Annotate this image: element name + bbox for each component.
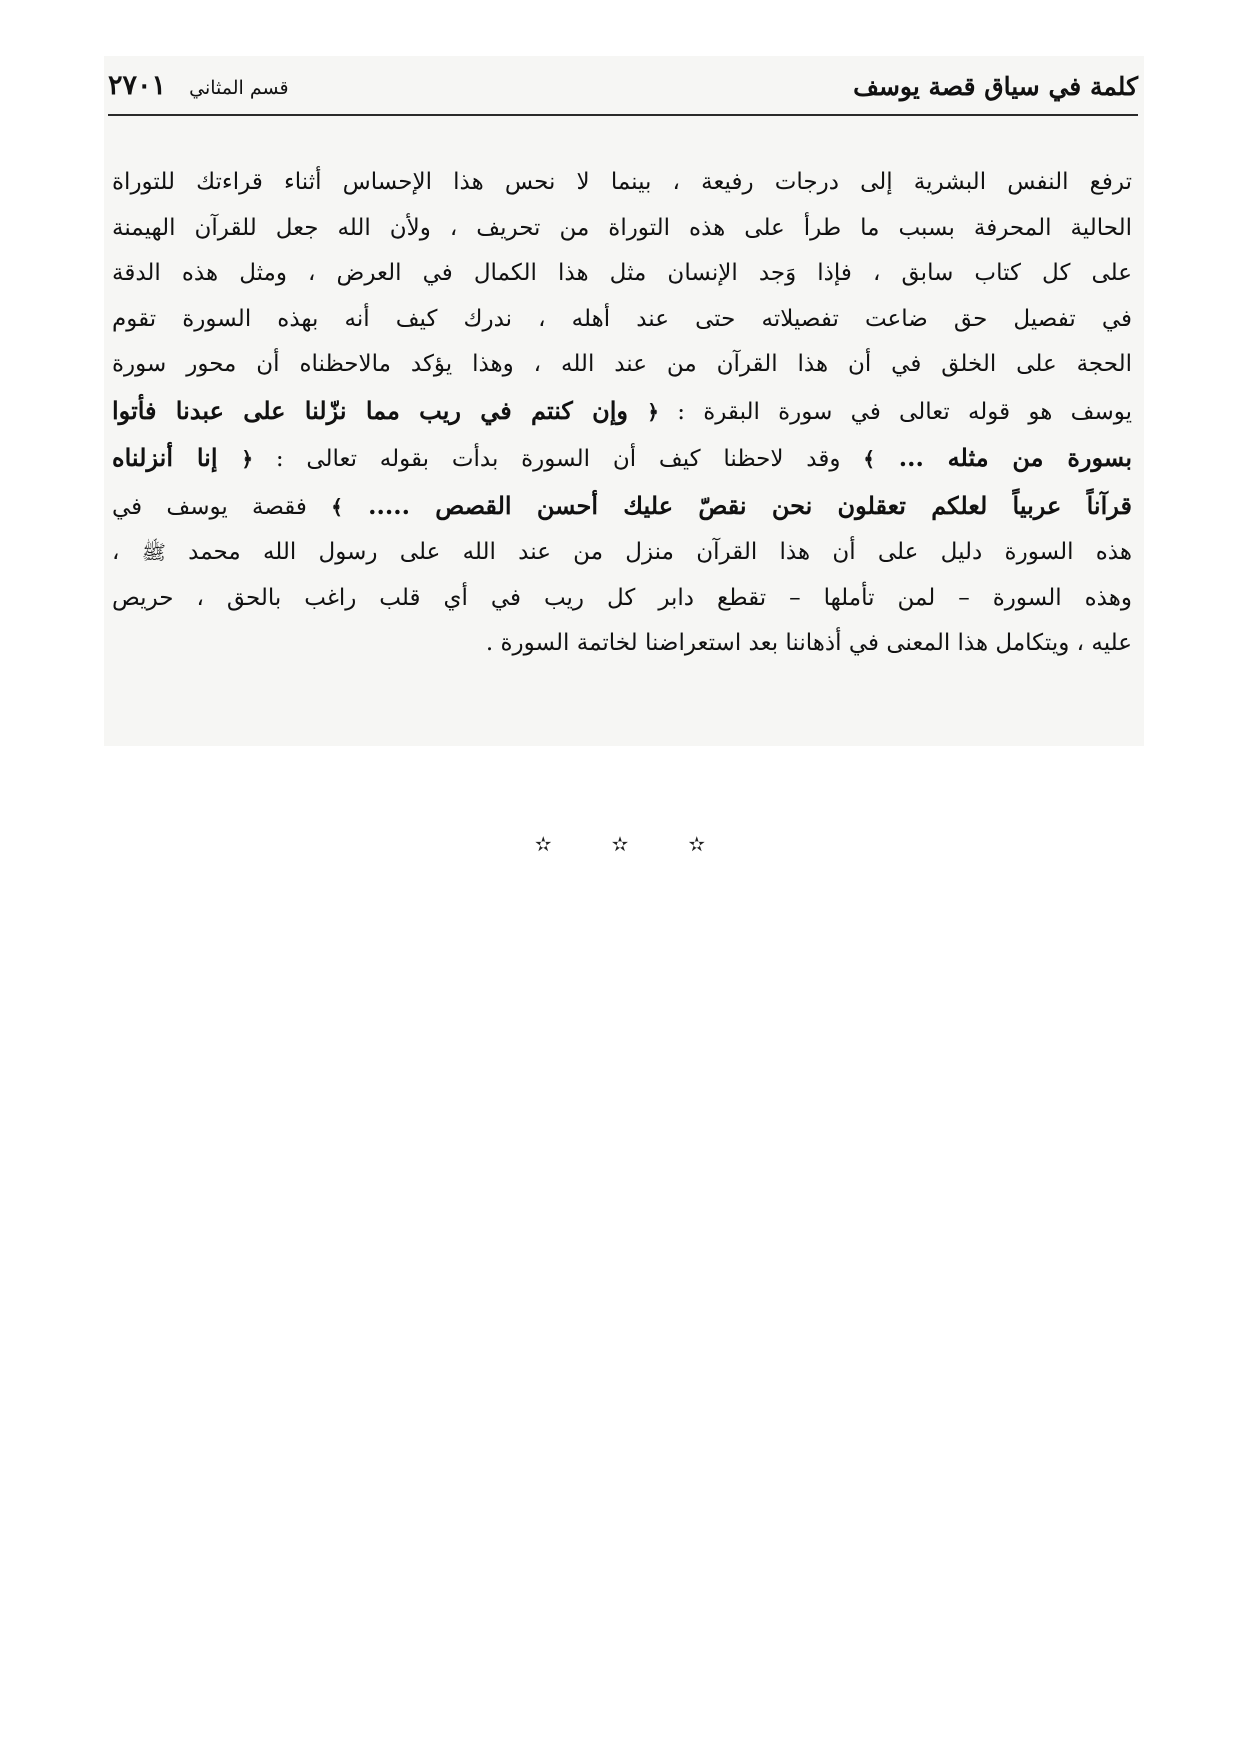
ornate-bracket: ﴾ (331, 494, 343, 519)
quran-quote: بسورة من مثله ... (874, 443, 1132, 472)
ornate-bracket: ﴾ (863, 447, 875, 471)
ornate-bracket: ﴿ (647, 399, 659, 424)
running-title: كلمة في سياق قصة يوسف (853, 72, 1138, 101)
quran-quote: وإن كنتم في ريب مما نزّلنا على عبدنا فأتوا (112, 395, 648, 425)
text-line (112, 206, 1132, 252)
text-run: ، (112, 539, 142, 565)
ornate-bracket: ﴿ (241, 447, 254, 471)
text-run: على كل كتاب سابق ، فإذا وَجد الإنسان مثل هذا الكمال في العرض ، ومثل هذه الدقة (112, 260, 1132, 286)
salawat-symbol: ﷺ (141, 540, 166, 564)
page-number: ٢٧٠١ (108, 70, 167, 101)
quran-quote: إنا أنزلناه (112, 443, 242, 472)
text-run: وهذه السورة – لمن تأملها – تقطع دابر كل ريب في أي قلب راغب بالحق ، حريص (112, 584, 1132, 611)
body-paragraph (112, 160, 1132, 667)
text-run: في تفصيل حق ضاعت تفصيلاته حتى عند أهله ، ندرك كيف أنه بهذه السورة تقوم (112, 305, 1132, 332)
page-header (108, 68, 1138, 112)
text-run: فقصة يوسف في (112, 493, 332, 520)
text-run: الحالية المحرفة بسبب ما طرأ على هذه التوراة من تحريف ، ولأن الله جعل للقرآن الهيمنة (112, 214, 1132, 241)
header-divider (108, 114, 1138, 116)
text-run: الحجة على الخلق في أن هذا القرآن من عند الله ، وهذا يؤكد مالاحظناه أن محور سورة (112, 351, 1132, 377)
text-run: هذه السورة دليل على أن هذا القرآن منزل من عند الله على رسول الله محمد (165, 539, 1133, 565)
header-left-group (108, 70, 289, 101)
section-name: قسم المثاني (189, 77, 289, 99)
text-run: عليه ، ويتكامل هذا المعنى في أذهاننا بعد استعراضنا لخاتمة السورة . (485, 630, 1132, 656)
text-line (112, 483, 1132, 531)
text-line (112, 530, 1132, 576)
star-icon: ✫ (611, 832, 629, 856)
text-line (112, 435, 1132, 483)
text-line (112, 621, 1132, 667)
text-run: ترفع النفس البشرية إلى درجات رفيعة ، بينما لا نحس هذا الإحساس أثناء قراءتك للتوراة (112, 169, 1132, 195)
star-icon: ✫ (688, 832, 706, 856)
quran-quote: قرآناً عربياً لعلكم تعقلون نحن نقصّ عليك أحسن القصص ..... (342, 490, 1132, 520)
text-line (112, 160, 1132, 206)
text-line (112, 576, 1132, 622)
text-line (112, 388, 1132, 436)
text-line (112, 251, 1132, 297)
text-run: وقد لاحظنا كيف أن السورة بدأت بقوله تعالى : (253, 446, 864, 472)
text-run: يوسف هو قوله تعالى في سورة البقرة : (659, 398, 1133, 425)
star-icon: ✫ (534, 832, 552, 856)
text-line (112, 297, 1132, 343)
text-line (112, 342, 1132, 388)
section-separator (0, 832, 1240, 856)
